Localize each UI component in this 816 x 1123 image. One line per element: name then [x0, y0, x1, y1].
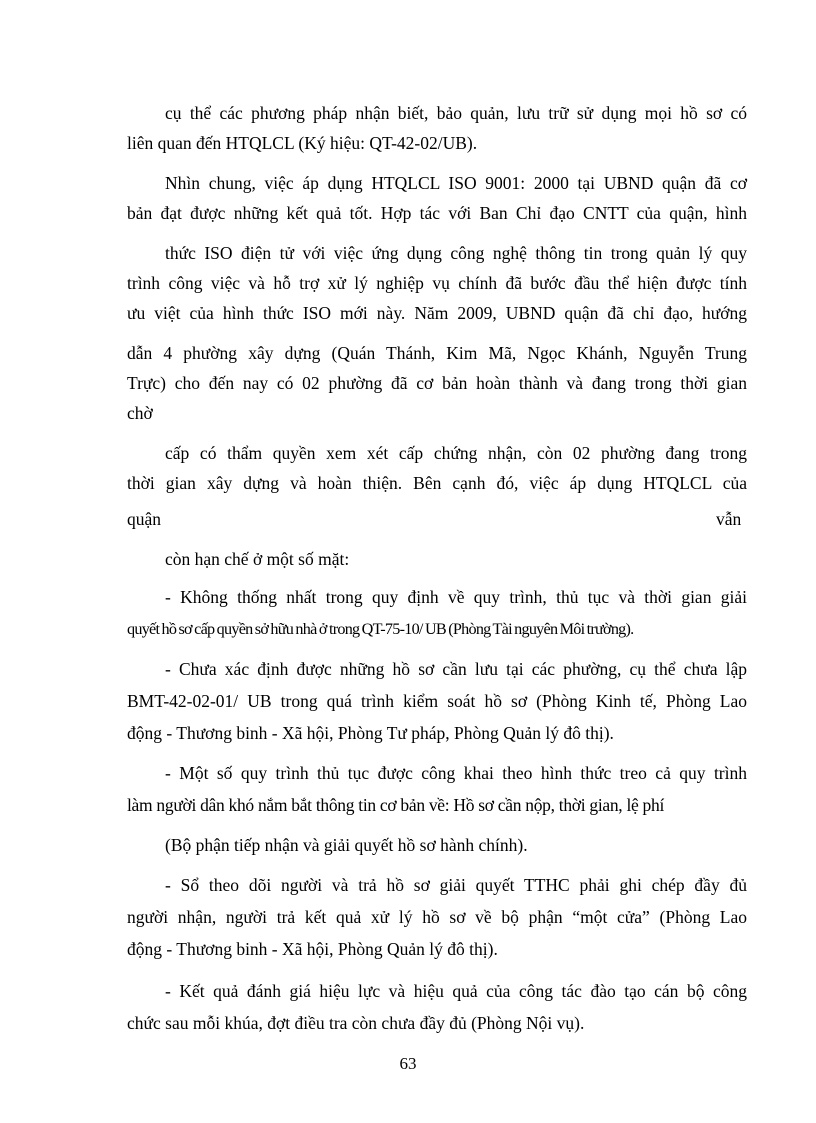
text-line: - Chưa xác định được những hồ sơ cần lưu tại các phường, cụ thể chưa lập: [165, 659, 747, 679]
text-line: cấp có thẩm quyền xem xét cấp chứng nhận, còn 02 phường đang trong: [165, 443, 747, 463]
text-line: chờ: [127, 403, 153, 423]
text-line: thời gian xây dựng và hoàn thiện. Bên cạnh đó, việc áp dụng HTQLCL của: [127, 473, 747, 493]
text-line: động - Thương binh - Xã hội, Phòng Quản lý đô thị).: [127, 939, 498, 959]
text-line: Nhìn chung, việc áp dụng HTQLCL ISO 9001: 2000 tại UBND quận đã cơ: [165, 173, 747, 193]
text-line: bản đạt được những kết quả tốt. Hợp tác với Ban Chỉ đạo CNTT của quận, hình: [127, 203, 747, 223]
text-line: động - Thương binh - Xã hội, Phòng Tư pháp, Phòng Quản lý đô thị).: [127, 723, 614, 743]
text-line: liên quan đến HTQLCL (Ký hiệu: QT-42-02/UB).: [127, 133, 478, 153]
text-line: làm người dân khó nắm bắt thông tin cơ bản về: Hồ sơ cần nộp, thời gian, lệ phí: [127, 795, 665, 815]
text-line: (Bộ phận tiếp nhận và giải quyết hồ sơ hành chính).: [165, 835, 528, 855]
text-line: còn hạn chế ở một số mặt:: [165, 549, 350, 569]
text-line: - Không thống nhất trong quy định về quy trình, thủ tục và thời gian giải: [165, 587, 747, 607]
text-line: quyết hồ sơ cấp quyền sở hữu nhà ở trong QT-75-10/ UB (Phòng Tài nguyên Môi trường).: [127, 620, 634, 638]
text-line: dẫn 4 phường xây dựng (Quán Thánh, Kim Mã, Ngọc Khánh, Nguyễn Trung: [127, 343, 747, 363]
text-line: ưu việt của hình thức ISO mới này. Năm 2009, UBND quận đã chỉ đạo, hướng: [127, 303, 747, 323]
text-line: chức sau mỗi khúa, đợt điều tra còn chưa đầy đủ (Phòng Nội vụ).: [127, 1013, 585, 1033]
text-line: vẫn: [716, 509, 742, 529]
text-line: - Kết quả đánh giá hiệu lực và hiệu quả của công tác đào tạo cán bộ công: [165, 981, 747, 1001]
text-line: - Sổ theo dõi người và trả hồ sơ giải quyết TTHC phải ghi chép đầy đủ: [165, 875, 747, 895]
text-line: cụ thể các phương pháp nhận biết, bảo quản, lưu trữ sử dụng mọi hồ sơ có: [165, 103, 747, 123]
text-line: thức ISO điện tử với việc ứng dụng công nghệ thông tin trong quản lý quy: [165, 243, 747, 263]
text-line: trình công việc và hỗ trợ xử lý nghiệp vụ chính đã bước đầu thể hiện được tính: [127, 273, 747, 293]
text-line: BMT-42-02-01/ UB trong quá trình kiểm soát hồ sơ (Phòng Kinh tế, Phòng Lao: [127, 691, 747, 711]
text-line: Trực) cho đến nay có 02 phường đã cơ bản hoàn thành và đang trong thời gian: [127, 373, 747, 393]
text-line: - Một số quy trình thủ tục được công khai theo hình thức treo cả quy trình: [165, 763, 747, 783]
text-line: người nhận, người trả kết quả xử lý hồ sơ về bộ phận “một cửa” (Phòng Lao: [127, 907, 747, 927]
text-line: quận: [127, 509, 162, 529]
page-number: 63: [399, 1054, 417, 1073]
